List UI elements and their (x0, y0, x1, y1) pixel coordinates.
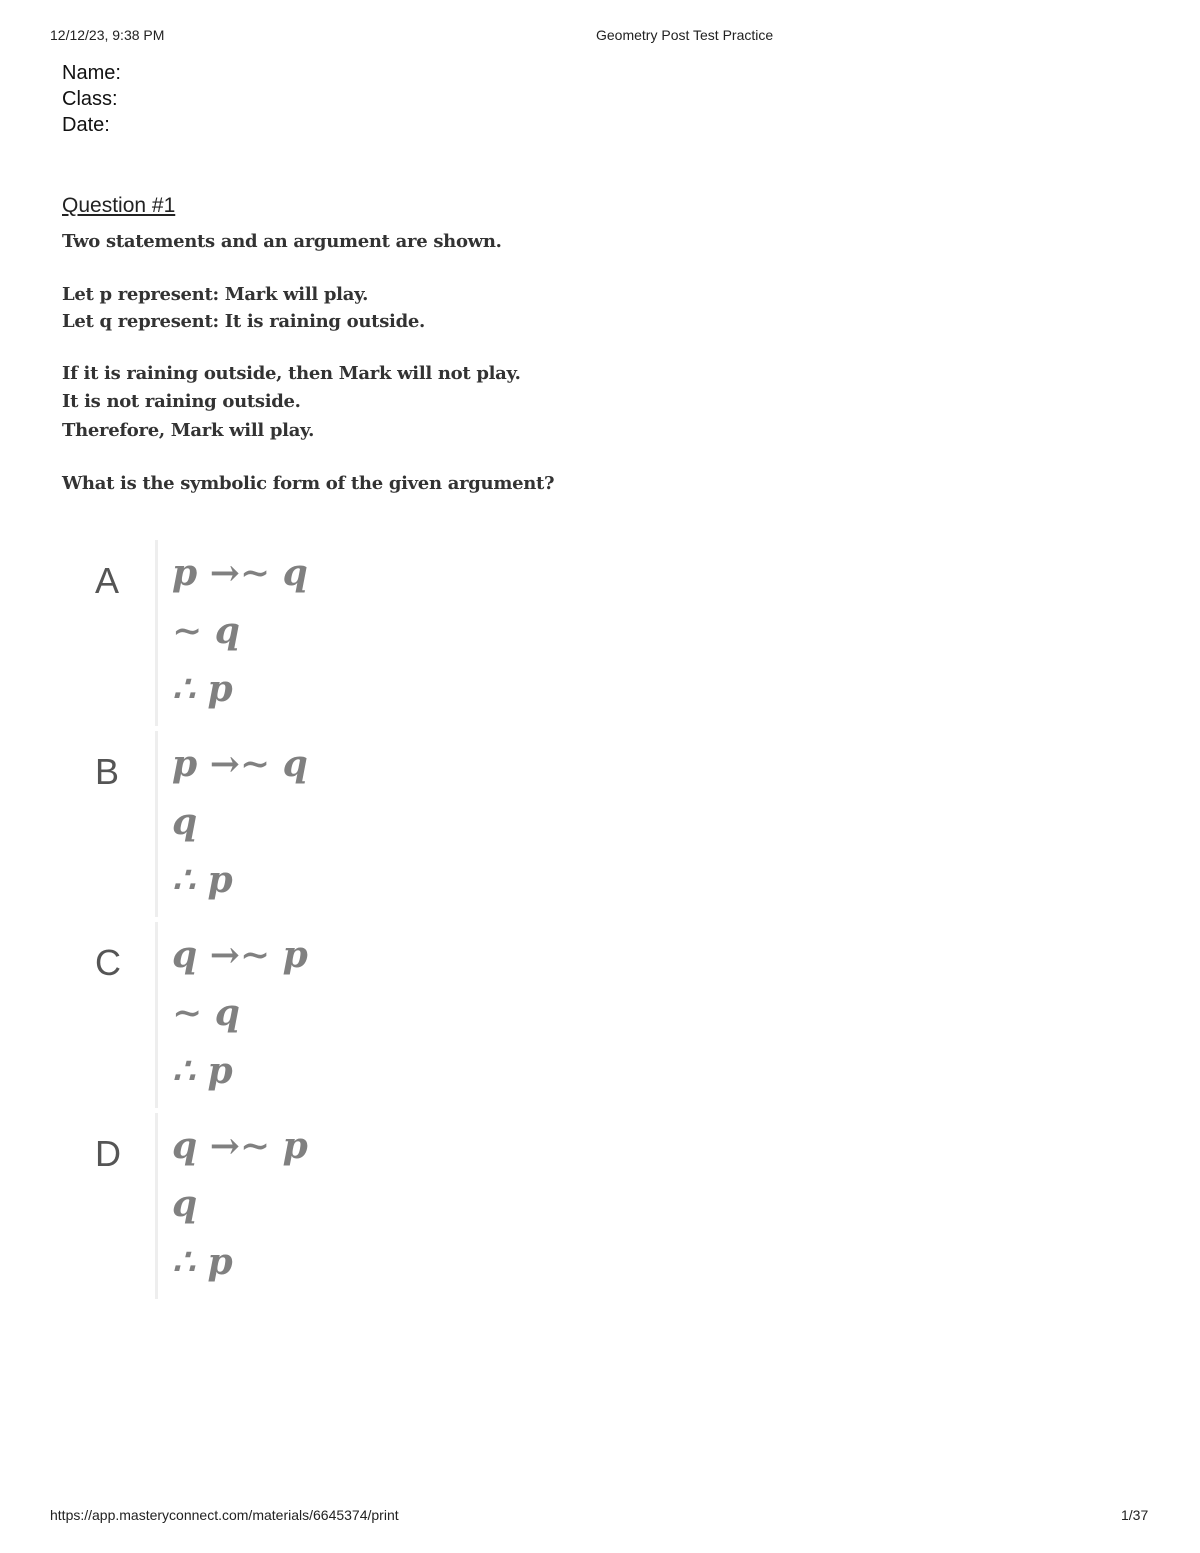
option-line: p →∼ q (172, 552, 308, 594)
option-line: q →∼ p (172, 934, 308, 976)
answer-option-d[interactable] (95, 1113, 495, 1299)
page-number: 1/37 (1121, 1507, 1149, 1523)
answer-option-b[interactable] (95, 731, 495, 917)
definition-q: Let q represent: It is raining outside. (62, 311, 425, 332)
premise-2: It is not raining outside. (62, 391, 301, 412)
option-line: ∼ q (172, 610, 240, 652)
name-field-label: Name: (62, 62, 121, 84)
question-intro: Two statements and an argument are shown. (62, 231, 502, 252)
option-line: ∴ p (172, 668, 233, 710)
conclusion: Therefore, Mark will play. (62, 420, 315, 441)
option-letter: D (95, 1133, 121, 1174)
option-letter: B (95, 751, 120, 792)
question-title: Question #1 (62, 194, 176, 217)
option-line: ∴ p (172, 1050, 233, 1092)
option-line: q (172, 801, 198, 843)
option-line: p →∼ q (172, 743, 308, 785)
answer-option-a[interactable] (95, 540, 495, 726)
date-field-label: Date: (62, 114, 110, 136)
divider (155, 731, 158, 917)
page-url: https://app.masteryconnect.com/materials/6645374/print (50, 1507, 399, 1523)
definition-p: Let p represent: Mark will play. (62, 284, 369, 305)
option-line: q (172, 1183, 198, 1225)
question-prompt: What is the symbolic form of the given argument? (62, 473, 555, 494)
print-datetime: 12/12/23, 9:38 PM (50, 27, 165, 43)
option-letter: C (95, 942, 121, 983)
option-line: q →∼ p (172, 1125, 308, 1167)
option-line: ∼ q (172, 992, 240, 1034)
option-line: ∴ p (172, 1241, 233, 1283)
class-field-label: Class: (62, 88, 118, 110)
document-title: Geometry Post Test Practice (596, 27, 774, 43)
premise-1: If it is raining outside, then Mark will not play. (62, 363, 521, 384)
option-line: ∴ p (172, 859, 233, 901)
answer-option-c[interactable] (95, 922, 495, 1108)
divider (155, 1113, 158, 1299)
option-letter: A (95, 560, 120, 601)
divider (155, 540, 158, 726)
divider (155, 922, 158, 1108)
